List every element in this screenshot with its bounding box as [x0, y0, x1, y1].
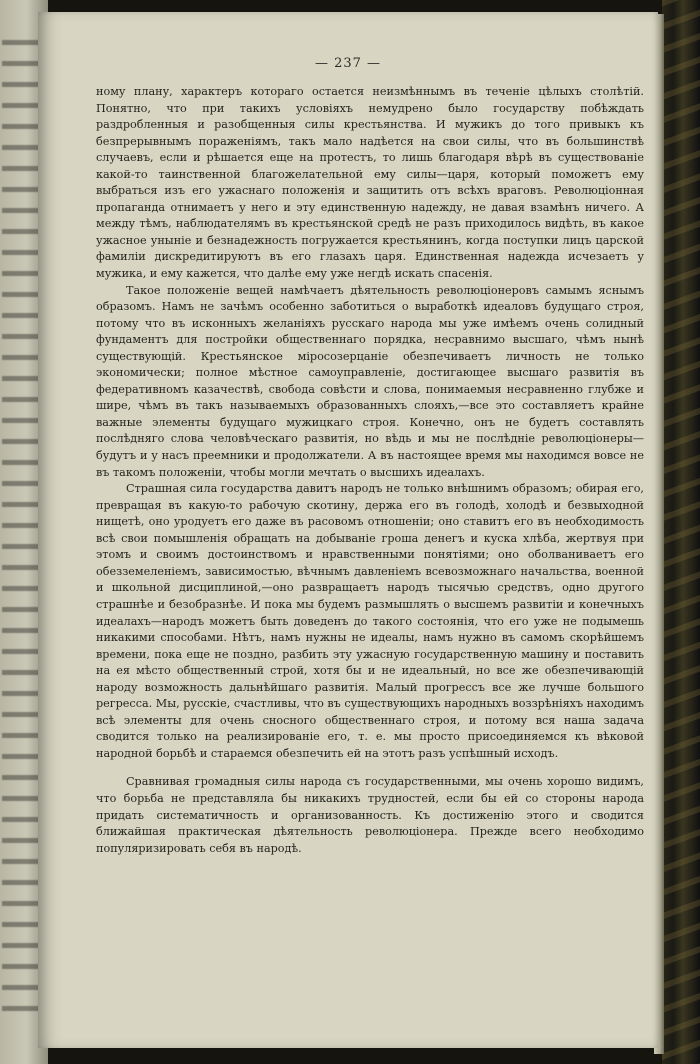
paragraph: ному плану, характеръ котораго остается неизмѣннымъ въ теченіе цѣлыхъ столѣтій. Понятно, что при такихъ условіяхъ немудрено было государству побѣждать раздробленныя и разобщенныя силы крестьянства. И мужикъ до того привыкъ къ безпрерывнымъ пораженіямъ, такъ мало надѣется на свои силы, что въ большинствѣ случаевъ, если и рѣшается еще на протестъ, то лишь благодаря вѣрѣ въ существованіе какой-то таинственной благожелательной ему силы—царя, который поможетъ ему выбраться изъ его ужаснаго положенія и защитить отъ всѣхъ враговъ. Революціонная пропаганда отнимаетъ у него и эту единственную надежду, не давая взамѣнъ ничего. А между тѣмъ, наблюдателямъ въ крестьянской средѣ не разъ приходилось видѣть, въ какое ужасное уныніе и безнадежность погружается крестьянинъ, когда поступки лицъ царской фамиліи дискредитируютъ въ его глазахъ царя. Единственная надежда исчезаетъ у мужика, и ему кажется, что далѣе ему уже негдѣ искать спасенія. — [96, 85, 644, 281]
paragraph: Такое положеніе вещей намѣчаетъ дѣятельность революціонеровъ самымъ яснымъ образомъ. Намъ не зачѣмъ особенно заботиться о выработкѣ идеаловъ будущаго строя, потому что въ исконныхъ желаніяхъ русскаго народа мы уже имѣемъ очень солидный фундаментъ для постройки общественнаго порядка, несравнимо высшаго, чѣмъ нынѣ существующій. Крестьянское міросозерцаніе обезпечиваетъ личность не только экономически; полное мѣстное самоуправленіе, достигающее высшаго развитія въ федеративномъ казачествѣ, свобода совѣсти и слова, понимаемыя несравненно глубже и шире, чѣмъ въ такъ называемыхъ образованныхъ слояхъ,—все это составляетъ крайне важные элементы будущаго мужицкаго строя. Конечно, онъ не будетъ составлять послѣдняго слова человѣческаго развитія, но вѣдь и мы не послѣдніе революціонеры—будутъ и у насъ преемники и продолжатели. А въ настоящее время мы находимся вовсе не въ такомъ положеніи, чтобы могли мечтать о высшихъ идеалахъ. — [96, 283, 644, 479]
page-number: — 237 — — [314, 56, 382, 71]
body-text — [96, 84, 644, 857]
book-page — [38, 12, 658, 1048]
facing-page-text-fragment — [2, 40, 42, 1020]
paragraph: Страшная сила государства давитъ народъ не только внѣшнимъ образомъ; обирая его, превращая въ какую-то рабочую скотину, держа его въ голодѣ, холодѣ и безвыходной нищетѣ, оно уродуетъ его даже въ расовомъ отношеніи; оно ставитъ его въ необходимость всѣ свои помышленія обращать на добываніе гроша денегъ и куска хлѣба, жертвуя при этомъ и своимъ достоинствомъ и нравственными понятіями; оно оболваниваетъ его обезземеленіемъ, зависимостью, вѣчнымъ давленіемъ всевозможнаго начальства, военной и школьной дисциплиной,—оно развращаетъ народъ тысячью средствъ, одно другого страшнѣе и безобразнѣе. И пока мы будемъ размышлять о высшемъ развитіи и конечныхъ идеалахъ—народъ можетъ быть доведенъ до такого состоянія, что его уже не подымешь никакими способами. Нѣтъ, намъ нужны не идеалы, намъ нужно въ самомъ скорѣйшемъ времени, пока еще не поздно, разбить эту ужасную государственную машину и поставить на ея мѣсто общественный строй, хотя бы и не идеальный, но все же обезпечивающій народу возможность дальнѣйшаго развитія. Малый прогрессъ все же лучше большого регресса. Мы, русскіе, счастливы, что въ существующихъ народныхъ воззрѣніяхъ находимъ всѣ элементы для очень сносного общественнаго строя, и потому вся наша задача сводится только на реализированіе его, т. е. мы просто присоединяемся къ вѣковой народной борьбѣ и стараемся обезпечить ей на этотъ разъ успѣшный исходъ. — [96, 482, 644, 760]
paragraph: Сравнивая громадныя силы народа съ государственными, мы очень хорошо видимъ, что борьба не представляла бы никакихъ трудностей, если бы ей со стороны народа придать систематичность и организованность. Къ достиженію этого и сводится ближайшая практическая дѣятельность революціонера. Прежде всего необходимо популяризировать себя въ народѣ. — [96, 775, 644, 855]
book-cover-edge — [662, 0, 700, 1064]
